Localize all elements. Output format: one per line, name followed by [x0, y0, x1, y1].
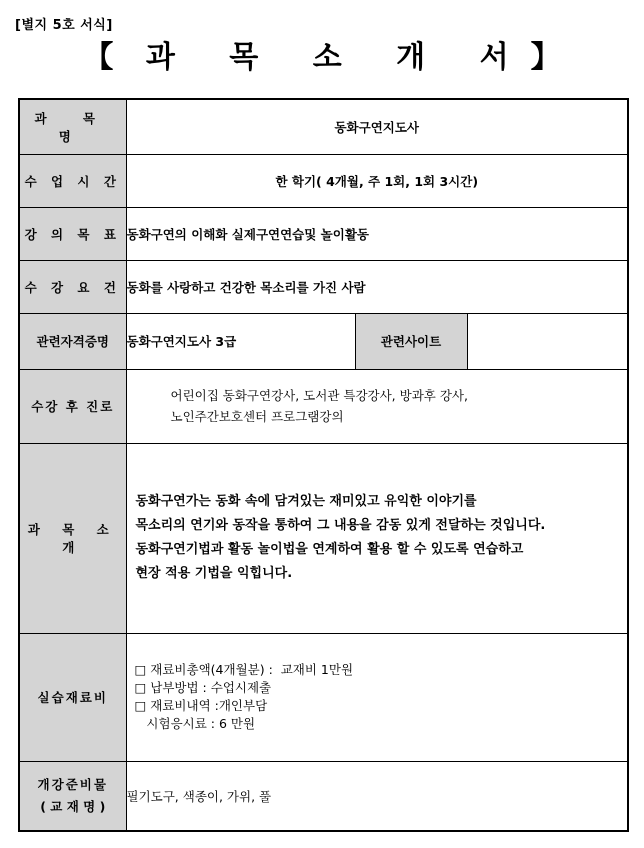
- introduction-line: 목소리의 연기와 동작을 통하여 그 내용을 감동 있게 전달하는 것입니다.: [135, 518, 546, 533]
- career-line: 어린이집 동화구연강사, 도서관 특강강사, 방과후 강사,: [170, 388, 468, 403]
- title-bracket-open: 【: [83, 40, 114, 75]
- value-introduction: [126, 443, 628, 633]
- row-subject: [19, 99, 628, 154]
- row-requirement: [19, 260, 628, 313]
- row-materials: [19, 633, 628, 761]
- title-bracket-close: 】: [530, 40, 561, 75]
- label-objective: 강 의 목 표: [19, 207, 126, 260]
- value-class-time: 한 학기( 4개월, 주 1회, 1회 3시간): [126, 154, 628, 207]
- label-textbook: [19, 761, 126, 831]
- row-objective: [19, 207, 628, 260]
- document-title: [0, 32, 644, 76]
- row-career: [19, 369, 628, 443]
- title-text: 과 목 소 개 서: [145, 40, 531, 75]
- value-subject: 동화구연지도사: [126, 99, 628, 154]
- label-textbook-line1: 개강준비물: [37, 776, 108, 792]
- form-number-label: [별지 5호 서식]: [15, 18, 113, 33]
- label-introduction: 과 목 소 개: [19, 443, 126, 633]
- materials-line: □ 재료비총액(4개월분) : 교재비 1만원: [134, 662, 354, 677]
- value-objective: 동화구연의 이해화 실제구연연습및 놀이활동: [126, 207, 628, 260]
- value-career: [126, 369, 628, 443]
- row-certificate: [19, 313, 628, 369]
- label-subject: 과 목 명: [19, 99, 126, 154]
- value-textbook: 필기도구, 색종이, 가위, 풀: [126, 761, 628, 831]
- label-class-time: 수 업 시 간: [19, 154, 126, 207]
- row-textbook: [19, 761, 628, 831]
- materials-line: 시험응시료 : 6 만원: [134, 716, 256, 731]
- label-materials: 실습재료비: [19, 633, 126, 761]
- value-requirement: 동화를 사랑하고 건강한 목소리를 가진 사람: [126, 260, 628, 313]
- label-career: 수강 후 진로: [19, 369, 126, 443]
- introduction-line: 현장 적용 기법을 익힙니다.: [135, 566, 293, 581]
- career-line: 노인주간보호센터 프로그램강의: [170, 409, 344, 424]
- course-info-table: [18, 98, 629, 832]
- value-materials: [126, 633, 628, 761]
- materials-line: □ 납부방법 : 수업시제출: [134, 680, 272, 695]
- row-introduction: [19, 443, 628, 633]
- introduction-line: 동화구연기법과 활동 놀이법을 연계하여 활용 할 수 있도록 연습하고: [135, 542, 524, 557]
- value-related-site: [467, 313, 628, 369]
- materials-line: □ 재료비내역 :개인부담: [134, 698, 268, 713]
- label-certificate: 관련자격증명: [19, 313, 126, 369]
- value-certificate: 동화구연지도사 3급: [126, 313, 355, 369]
- label-related-site: 관련사이트: [355, 313, 467, 369]
- label-textbook-line2: ( 교 재 명 ): [40, 798, 106, 814]
- introduction-line: 동화구연가는 동화 속에 담겨있는 재미있고 유익한 이야기를: [135, 494, 477, 509]
- row-class-time: [19, 154, 628, 207]
- label-requirement: 수 강 요 건: [19, 260, 126, 313]
